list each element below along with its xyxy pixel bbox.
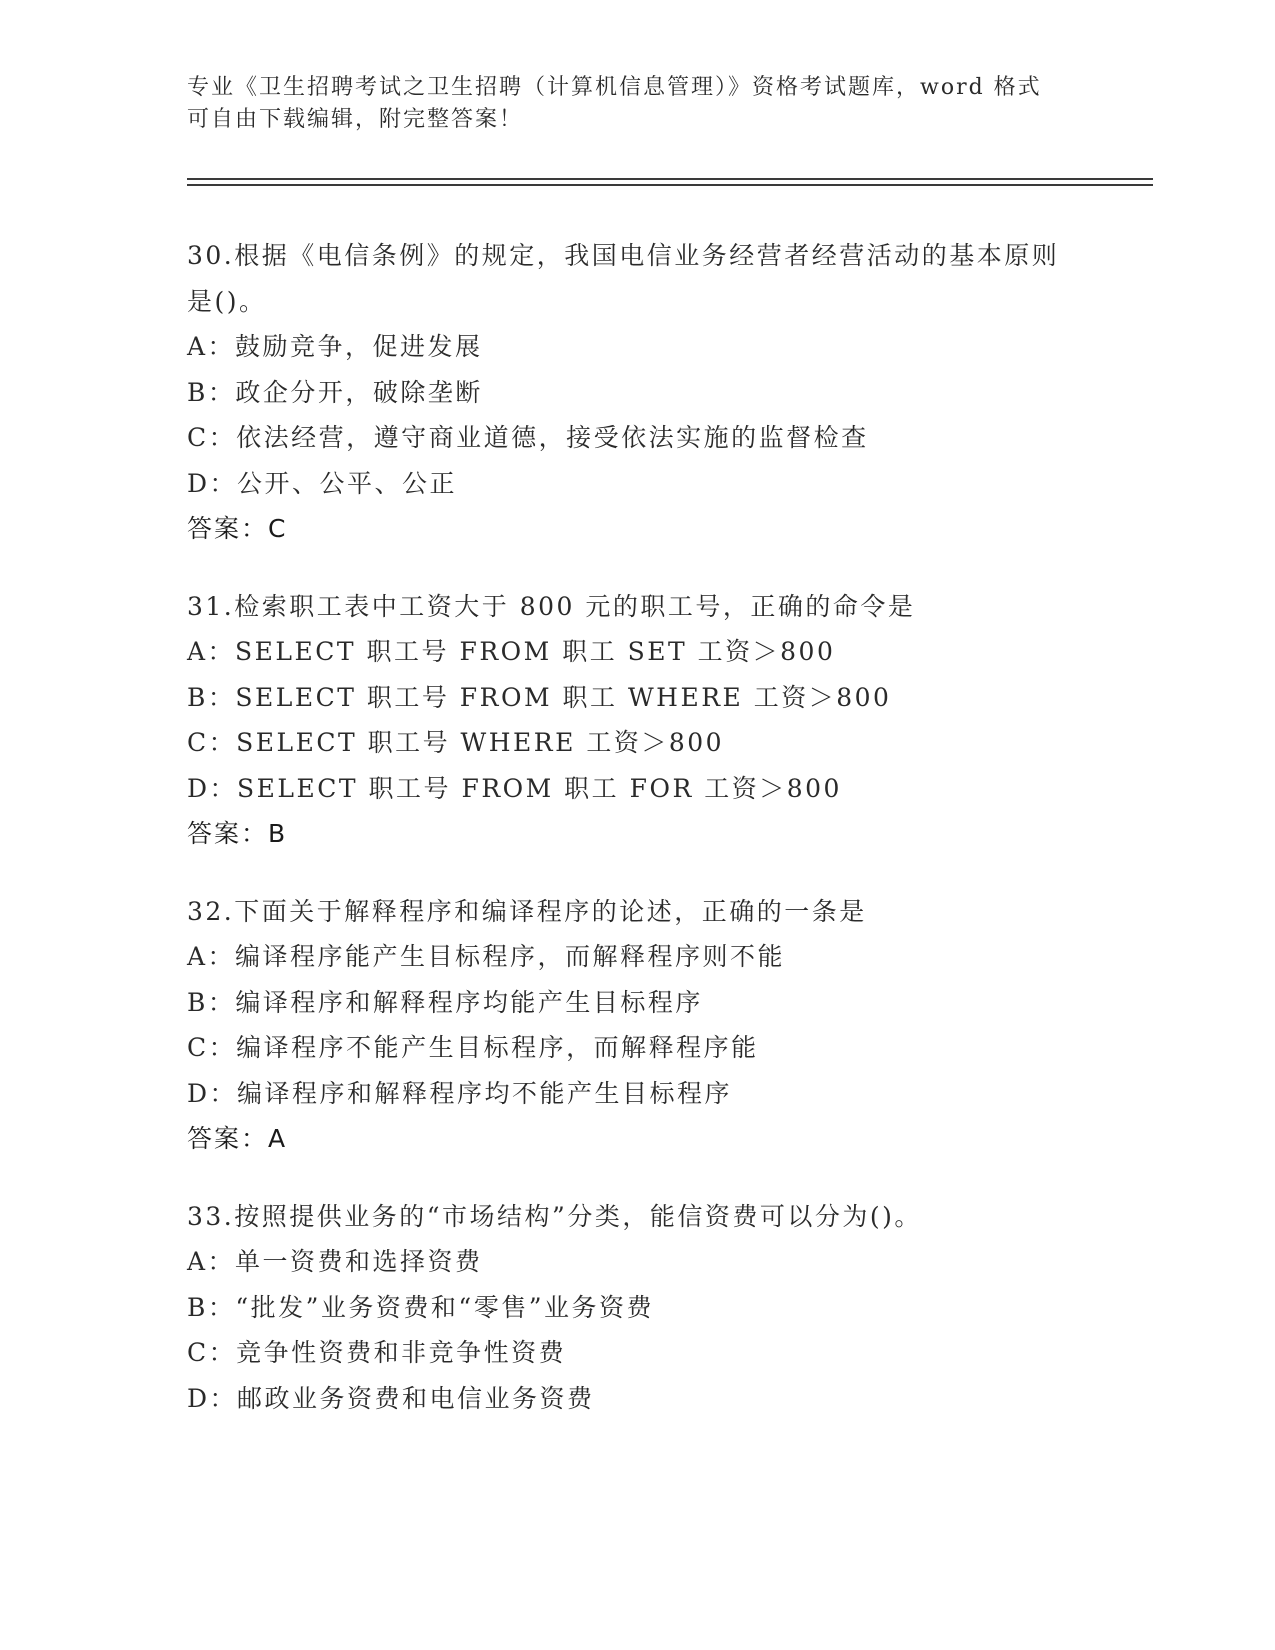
question-31 [187,584,1087,857]
header-line-1: 专业《卫生招聘考试之卫生招聘（计算机信息管理）》资格考试题库，word 格式 [187,75,1042,100]
header-line-2: 可自由下载编辑，附完整答案！ [187,107,524,132]
header-divider-bottom [187,184,1153,186]
option-d: D：编译程序和解释程序均不能产生目标程序 [187,1078,733,1108]
option-a: A：SELECT 职工号 FROM 职工 SET 工资＞800 [187,637,836,666]
option-c: C：编译程序不能产生目标程序，而解释程序能 [187,1033,759,1062]
answer-text: 答案：B [187,819,288,848]
option-c: C：依法经营，遵守商业道德，接受依法实施的监督检查 [187,423,869,452]
option-d: D：SELECT 职工号 FROM 职工 FOR 工资＞800 [187,773,842,803]
option-a: A：鼓励竞争，促进发展 [187,332,483,361]
question-list [187,233,1087,1453]
question-stem: 32.下面关于解释程序和编译程序的论述，正确的一条是 [187,896,867,926]
option-d: D：公开、公平、公正 [187,468,458,498]
option-a: A：编译程序能产生目标程序，而解释程序则不能 [187,942,786,971]
option-d: D：邮政业务资费和电信业务资费 [187,1383,595,1413]
question-stem: 30.根据《电信条例》的规定，我国电信业务经营者经营活动的基本原则是()。 [187,241,1060,316]
question-30 [187,233,1087,552]
header-divider-top [187,178,1153,180]
option-c: C：竞争性资费和非竞争性资费 [187,1338,567,1367]
option-c: C：SELECT 职工号 WHERE 工资＞800 [187,728,725,757]
option-b: B：政企分开，破除垄断 [187,377,483,407]
option-a: A：单一资费和选择资费 [187,1247,483,1276]
option-b: B：“批发”业务资费和“零售”业务资费 [187,1292,654,1322]
answer-text: 答案：A [187,1124,288,1153]
question-33 [187,1194,1087,1422]
answer-text: 答案：C [187,514,288,543]
option-b: B：编译程序和解释程序均能产生目标程序 [187,987,703,1017]
question-32 [187,889,1087,1162]
question-stem: 33.按照提供业务的“市场结构”分类，能信资费可以分为()。 [187,1201,922,1231]
option-b: B：SELECT 职工号 FROM 职工 WHERE 工资＞800 [187,682,892,712]
question-stem: 31.检索职工表中工资大于 800 元的职工号，正确的命令是 [187,591,916,621]
document-header [187,72,1087,136]
